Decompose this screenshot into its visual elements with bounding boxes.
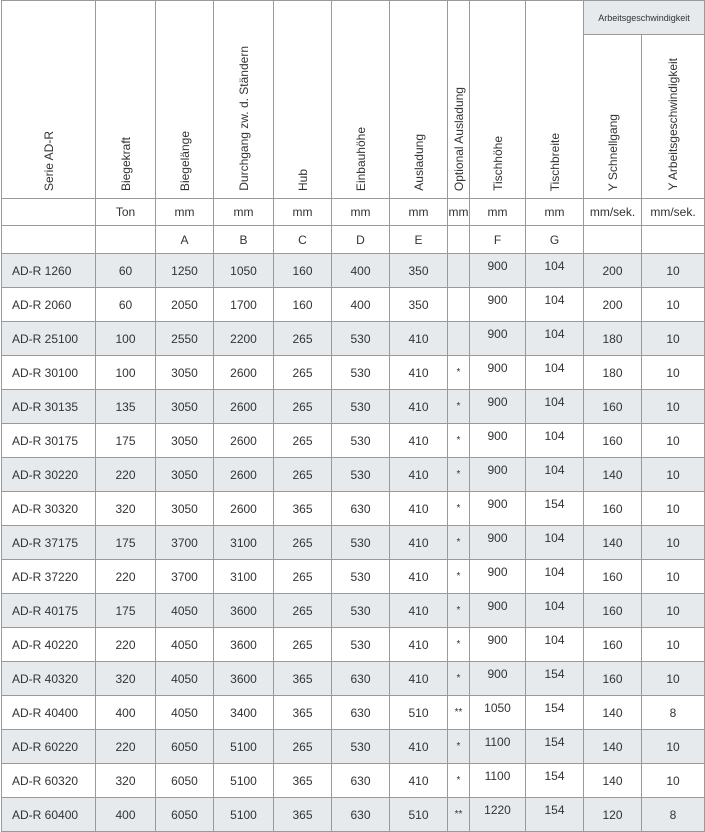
unit-cell: mm/sek. [584, 199, 642, 226]
value-cell: 3050 [156, 424, 214, 458]
value-cell: 410 [390, 764, 448, 798]
unit-cell: mm [526, 199, 584, 226]
value-cell: * [448, 730, 470, 764]
value-cell: 220 [96, 730, 156, 764]
value-cell: 3100 [214, 526, 274, 560]
value-cell: 160 [274, 288, 332, 322]
value-cell: * [448, 662, 470, 696]
value-cell: 104 [526, 356, 584, 390]
value-cell: 630 [332, 696, 390, 730]
value-cell: 60 [96, 288, 156, 322]
value-cell: 140 [584, 730, 642, 764]
value-cell: 2600 [214, 356, 274, 390]
value-cell: 3050 [156, 356, 214, 390]
value-cell: 630 [332, 492, 390, 526]
model-cell: AD-R 40320 [2, 662, 96, 696]
value-cell: 180 [584, 322, 642, 356]
value-cell: 630 [332, 764, 390, 798]
table-row [2, 322, 705, 356]
value-cell: 400 [96, 696, 156, 730]
value-cell: 10 [642, 390, 705, 424]
col-header-9: Tischbreite [526, 1, 584, 199]
value-cell: 120 [584, 798, 642, 832]
value-cell: 1050 [214, 254, 274, 288]
value-cell: 160 [584, 424, 642, 458]
value-cell: 160 [584, 594, 642, 628]
value-cell: 265 [274, 560, 332, 594]
value-cell: 410 [390, 526, 448, 560]
value-cell: 154 [526, 764, 584, 798]
table-row [2, 288, 705, 322]
value-cell: 140 [584, 526, 642, 560]
value-cell: 3600 [214, 662, 274, 696]
value-cell: 530 [332, 322, 390, 356]
value-cell: 104 [526, 254, 584, 288]
value-cell: 2200 [214, 322, 274, 356]
value-cell: 350 [390, 288, 448, 322]
value-cell: 1100 [470, 730, 526, 764]
table-row [2, 764, 705, 798]
value-cell: 365 [274, 696, 332, 730]
table-row [2, 492, 705, 526]
value-cell: 104 [526, 628, 584, 662]
table-row [2, 594, 705, 628]
value-cell: 410 [390, 390, 448, 424]
value-cell: 400 [332, 254, 390, 288]
value-cell: 6050 [156, 764, 214, 798]
value-cell: 1220 [470, 798, 526, 832]
unit-cell [2, 199, 96, 226]
col-header-8: Tischhöhe [470, 1, 526, 199]
value-cell: 3050 [156, 390, 214, 424]
value-cell: 3050 [156, 458, 214, 492]
code-cell [2, 226, 96, 254]
value-cell: 100 [96, 322, 156, 356]
value-cell: 10 [642, 730, 705, 764]
table-row [2, 628, 705, 662]
col-header-5: Einbauhöhe [332, 1, 390, 199]
value-cell: 530 [332, 594, 390, 628]
col-header-4: Hub [274, 1, 332, 199]
code-cell: B [214, 226, 274, 254]
value-cell: 900 [470, 254, 526, 288]
table-row [2, 798, 705, 832]
value-cell: 200 [584, 254, 642, 288]
value-cell: 320 [96, 764, 156, 798]
value-cell: 4050 [156, 662, 214, 696]
value-cell: 10 [642, 356, 705, 390]
value-cell: 1100 [470, 764, 526, 798]
value-cell: 3400 [214, 696, 274, 730]
value-cell: 10 [642, 764, 705, 798]
value-cell: 510 [390, 696, 448, 730]
value-cell: 350 [390, 254, 448, 288]
value-cell: 8 [642, 696, 705, 730]
value-cell: 6050 [156, 730, 214, 764]
value-cell: * [448, 526, 470, 560]
value-cell: 10 [642, 288, 705, 322]
model-cell: AD-R 60220 [2, 730, 96, 764]
value-cell: 4050 [156, 628, 214, 662]
value-cell: 220 [96, 560, 156, 594]
value-cell: 900 [470, 662, 526, 696]
code-cell: E [390, 226, 448, 254]
value-cell: 900 [470, 356, 526, 390]
value-cell: 154 [526, 798, 584, 832]
value-cell: * [448, 560, 470, 594]
value-cell: 265 [274, 424, 332, 458]
value-cell: 410 [390, 424, 448, 458]
code-cell: F [470, 226, 526, 254]
value-cell: 530 [332, 390, 390, 424]
value-cell: 365 [274, 662, 332, 696]
table-row [2, 390, 705, 424]
model-cell: AD-R 30100 [2, 356, 96, 390]
value-cell: 3100 [214, 560, 274, 594]
unit-cell: mm [448, 199, 470, 226]
value-cell: 410 [390, 662, 448, 696]
table-row [2, 458, 705, 492]
value-cell: 510 [390, 798, 448, 832]
value-cell: 900 [470, 322, 526, 356]
code-cell: G [526, 226, 584, 254]
value-cell [448, 288, 470, 322]
model-cell: AD-R 25100 [2, 322, 96, 356]
value-cell: 160 [274, 254, 332, 288]
unit-cell: mm [332, 199, 390, 226]
value-cell: 530 [332, 356, 390, 390]
value-cell: 530 [332, 526, 390, 560]
value-cell: * [448, 492, 470, 526]
value-cell: 265 [274, 390, 332, 424]
value-cell: 175 [96, 526, 156, 560]
table-row [2, 730, 705, 764]
value-cell: 265 [274, 730, 332, 764]
value-cell: 140 [584, 458, 642, 492]
code-cell: C [274, 226, 332, 254]
value-cell: 2600 [214, 424, 274, 458]
value-cell: 154 [526, 492, 584, 526]
value-cell: 265 [274, 526, 332, 560]
value-cell: 104 [526, 560, 584, 594]
value-cell: 220 [96, 628, 156, 662]
value-cell: * [448, 764, 470, 798]
value-cell: 410 [390, 492, 448, 526]
value-cell: 410 [390, 594, 448, 628]
value-cell: 265 [274, 628, 332, 662]
value-cell: 160 [584, 560, 642, 594]
value-cell: 104 [526, 288, 584, 322]
value-cell: 60 [96, 254, 156, 288]
value-cell: 5100 [214, 798, 274, 832]
value-cell: 410 [390, 322, 448, 356]
model-cell: AD-R 37220 [2, 560, 96, 594]
value-cell: 154 [526, 730, 584, 764]
value-cell: 104 [526, 458, 584, 492]
value-cell: 135 [96, 390, 156, 424]
value-cell: * [448, 458, 470, 492]
unit-cell: mm [274, 199, 332, 226]
model-cell: AD-R 30175 [2, 424, 96, 458]
value-cell: 410 [390, 628, 448, 662]
value-cell: 410 [390, 560, 448, 594]
group-header: Arbeitsgeschwindigkeit [584, 1, 705, 35]
table-row [2, 254, 705, 288]
col-header-3: Durchgang zw. d. Ständern [214, 1, 274, 199]
value-cell: 900 [470, 492, 526, 526]
value-cell: 5100 [214, 764, 274, 798]
value-cell: 175 [96, 594, 156, 628]
value-cell: 220 [96, 458, 156, 492]
value-cell: 265 [274, 322, 332, 356]
model-cell: AD-R 40400 [2, 696, 96, 730]
col-header-1: Biegekraft [96, 1, 156, 199]
value-cell: 3700 [156, 560, 214, 594]
value-cell: * [448, 594, 470, 628]
col-header-7: Optional Ausladung [448, 1, 470, 199]
value-cell: 104 [526, 390, 584, 424]
value-cell: 2050 [156, 288, 214, 322]
value-cell: * [448, 390, 470, 424]
value-cell: 140 [584, 764, 642, 798]
model-cell: AD-R 40220 [2, 628, 96, 662]
table-row [2, 662, 705, 696]
value-cell: 410 [390, 458, 448, 492]
value-cell: 10 [642, 662, 705, 696]
value-cell: 2600 [214, 390, 274, 424]
value-cell: 10 [642, 560, 705, 594]
unit-cell: mm [214, 199, 274, 226]
value-cell: 530 [332, 730, 390, 764]
model-cell: AD-R 37175 [2, 526, 96, 560]
value-cell: 180 [584, 356, 642, 390]
value-cell: 320 [96, 492, 156, 526]
value-cell: 104 [526, 424, 584, 458]
value-cell: 265 [274, 594, 332, 628]
model-cell: AD-R 30320 [2, 492, 96, 526]
model-cell: AD-R 1260 [2, 254, 96, 288]
value-cell: 2550 [156, 322, 214, 356]
value-cell: 2600 [214, 458, 274, 492]
value-cell [448, 322, 470, 356]
code-row [2, 226, 705, 254]
value-cell: 4050 [156, 696, 214, 730]
value-cell: 3600 [214, 628, 274, 662]
col-header-6: Ausladung [390, 1, 448, 199]
model-cell: AD-R 2060 [2, 288, 96, 322]
value-cell: ** [448, 696, 470, 730]
model-cell: AD-R 60320 [2, 764, 96, 798]
value-cell: 365 [274, 492, 332, 526]
unit-row [2, 199, 705, 226]
code-cell: D [332, 226, 390, 254]
table-row [2, 356, 705, 390]
value-cell: 10 [642, 254, 705, 288]
value-cell: 2600 [214, 492, 274, 526]
code-cell [642, 226, 705, 254]
value-cell: 10 [642, 458, 705, 492]
model-cell: AD-R 30220 [2, 458, 96, 492]
value-cell: 900 [470, 458, 526, 492]
value-cell: 160 [584, 662, 642, 696]
value-cell: 4050 [156, 594, 214, 628]
value-cell: 3050 [156, 492, 214, 526]
value-cell: 900 [470, 424, 526, 458]
value-cell: 5100 [214, 730, 274, 764]
col-header-0: Serie AD-R [2, 1, 96, 199]
value-cell: 365 [274, 764, 332, 798]
value-cell: 900 [470, 288, 526, 322]
value-cell: 530 [332, 424, 390, 458]
model-cell: AD-R 30135 [2, 390, 96, 424]
value-cell: 160 [584, 492, 642, 526]
value-cell: 154 [526, 662, 584, 696]
table-row [2, 526, 705, 560]
value-cell: * [448, 628, 470, 662]
table-row [2, 424, 705, 458]
value-cell: 530 [332, 560, 390, 594]
unit-cell: mm [470, 199, 526, 226]
value-cell: ** [448, 798, 470, 832]
specs-table [1, 0, 705, 832]
value-cell: 100 [96, 356, 156, 390]
value-cell: 140 [584, 696, 642, 730]
value-cell: 6050 [156, 798, 214, 832]
unit-cell: mm/sek. [642, 199, 705, 226]
value-cell: 10 [642, 322, 705, 356]
value-cell: 530 [332, 458, 390, 492]
value-cell: 265 [274, 356, 332, 390]
value-cell: 10 [642, 424, 705, 458]
value-cell: 400 [96, 798, 156, 832]
model-cell: AD-R 40175 [2, 594, 96, 628]
value-cell: 3600 [214, 594, 274, 628]
value-cell: 410 [390, 356, 448, 390]
value-cell: 630 [332, 798, 390, 832]
code-cell: A [156, 226, 214, 254]
value-cell: 154 [526, 696, 584, 730]
value-cell: 900 [470, 628, 526, 662]
value-cell: 630 [332, 662, 390, 696]
value-cell: 365 [274, 798, 332, 832]
value-cell: 8 [642, 798, 705, 832]
value-cell: 160 [584, 628, 642, 662]
col-header-10: Y Schnellgang [584, 35, 642, 199]
value-cell: 900 [470, 526, 526, 560]
value-cell: 200 [584, 288, 642, 322]
unit-cell: mm [156, 199, 214, 226]
model-cell: AD-R 60400 [2, 798, 96, 832]
value-cell: * [448, 356, 470, 390]
value-cell: 3700 [156, 526, 214, 560]
value-cell: 160 [584, 390, 642, 424]
code-cell [448, 226, 470, 254]
value-cell: 175 [96, 424, 156, 458]
col-header-11: Y Arbeitsgeschwindigkeit [642, 35, 705, 199]
col-header-2: Biegelänge [156, 1, 214, 199]
table-row [2, 696, 705, 730]
value-cell: 10 [642, 492, 705, 526]
value-cell: 10 [642, 594, 705, 628]
unit-cell: mm [390, 199, 448, 226]
value-cell: 1700 [214, 288, 274, 322]
value-cell: 900 [470, 594, 526, 628]
value-cell: 104 [526, 526, 584, 560]
value-cell: 320 [96, 662, 156, 696]
value-cell: 10 [642, 628, 705, 662]
value-cell: 1050 [470, 696, 526, 730]
value-cell: 265 [274, 458, 332, 492]
table-row [2, 560, 705, 594]
value-cell: * [448, 424, 470, 458]
value-cell: 530 [332, 628, 390, 662]
code-cell [96, 226, 156, 254]
value-cell: 400 [332, 288, 390, 322]
value-cell: 104 [526, 322, 584, 356]
unit-cell: Ton [96, 199, 156, 226]
value-cell: 1250 [156, 254, 214, 288]
value-cell: 10 [642, 526, 705, 560]
value-cell: 900 [470, 560, 526, 594]
value-cell: 900 [470, 390, 526, 424]
code-cell [584, 226, 642, 254]
value-cell: 410 [390, 730, 448, 764]
value-cell [448, 254, 470, 288]
value-cell: 104 [526, 594, 584, 628]
